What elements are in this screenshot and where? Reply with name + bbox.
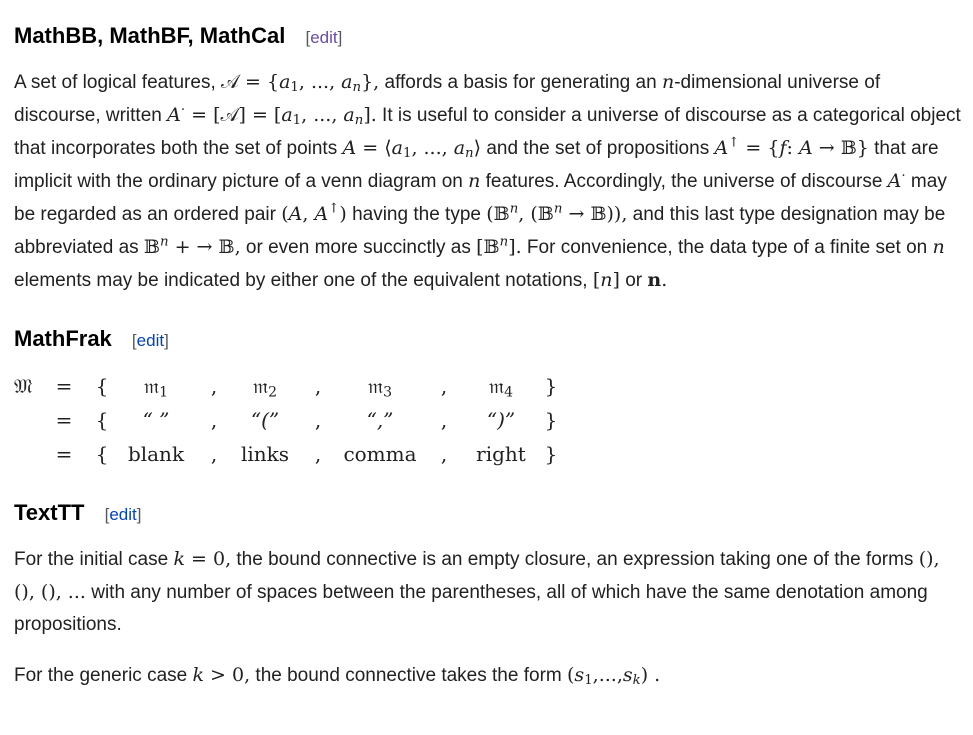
text-segment: affords a basis for generating an bbox=[379, 72, 662, 93]
text-segment: 1 bbox=[292, 113, 302, 129]
text-segment: A bbox=[798, 137, 813, 159]
equation-cell bbox=[342, 369, 418, 403]
text-segment: , bbox=[440, 442, 448, 466]
text-segment: 𝔹 bbox=[840, 137, 857, 159]
equation-cell bbox=[418, 437, 470, 471]
text-segment: For the initial case bbox=[14, 549, 174, 570]
text-segment: ↑ bbox=[328, 201, 340, 217]
text-segment: A bbox=[714, 137, 729, 159]
text-segment: 𝔪 bbox=[144, 374, 160, 398]
text-segment: 1 bbox=[402, 146, 412, 162]
section-title: MathFrak bbox=[14, 326, 112, 351]
text-segment: ↑ bbox=[728, 135, 740, 151]
text-segment: { bbox=[95, 408, 109, 432]
text-segment: 𝔪 bbox=[368, 374, 384, 398]
text-segment: ]. bbox=[363, 104, 377, 126]
text-segment: · bbox=[901, 168, 906, 184]
text-segment: , bbox=[314, 442, 322, 466]
text-segment: + → bbox=[168, 236, 219, 258]
text-segment: s bbox=[574, 664, 585, 686]
equation-cell bbox=[236, 437, 294, 471]
paragraph-initial-case bbox=[14, 543, 961, 641]
text-segment: For convenience, the data type of a finite set on bbox=[521, 237, 933, 258]
text-segment: = { bbox=[739, 137, 780, 159]
text-segment: 1 bbox=[290, 80, 299, 96]
text-segment: = ⟨ bbox=[356, 137, 392, 159]
text-segment: a bbox=[279, 71, 291, 93]
equation-cell bbox=[470, 403, 532, 437]
text-segment: a bbox=[391, 137, 403, 159]
text-segment: } bbox=[544, 442, 558, 466]
text-segment: ,..., bbox=[592, 664, 623, 686]
section-title: MathBB, MathBF, MathCal bbox=[14, 23, 286, 48]
edit-bracket-open: [ bbox=[131, 331, 137, 350]
text-segment: comma bbox=[343, 442, 417, 466]
equation-cell bbox=[44, 369, 84, 403]
equation-row bbox=[14, 403, 570, 437]
text-segment: n bbox=[553, 201, 563, 217]
text-segment: and this last type designation may be abbreviated as bbox=[14, 204, 946, 258]
text-segment: ] bbox=[612, 269, 620, 291]
equation-cell bbox=[192, 403, 236, 437]
text-segment: , bbox=[302, 203, 315, 225]
text-segment: n bbox=[465, 146, 474, 162]
text-segment: , bbox=[440, 408, 448, 432]
text-segment: 𝒜 bbox=[221, 71, 239, 93]
text-segment: 𝔹 bbox=[493, 203, 510, 225]
text-segment: , bbox=[440, 374, 448, 398]
text-segment: For the generic case bbox=[14, 665, 193, 686]
text-segment: ( bbox=[486, 203, 494, 225]
text-segment: ⟩ bbox=[473, 137, 482, 159]
section-heading bbox=[14, 499, 961, 529]
text-segment: a bbox=[341, 71, 353, 93]
text-segment: 3 bbox=[383, 384, 392, 401]
text-segment: 𝔹 bbox=[537, 203, 554, 225]
text-segment: A bbox=[288, 203, 303, 225]
edit-section bbox=[105, 505, 142, 524]
text-segment: , bbox=[210, 442, 218, 466]
edit-bracket-close: ] bbox=[337, 28, 343, 47]
text-segment: 𝔐 bbox=[14, 374, 33, 398]
text-segment: A bbox=[887, 170, 902, 192]
text-segment: the bound connective takes the form bbox=[250, 665, 567, 686]
text-segment: ( bbox=[281, 203, 289, 225]
text-segment: k bbox=[632, 673, 641, 689]
text-segment: n bbox=[647, 269, 662, 291]
text-segment: elements may be indicated by either one of the equivalent notations, bbox=[14, 270, 593, 291]
text-segment: = 0, bbox=[184, 548, 232, 570]
text-segment: [ bbox=[592, 269, 601, 291]
text-segment: { bbox=[95, 442, 109, 466]
text-segment: or bbox=[619, 270, 648, 291]
text-segment: the bound connective is an empty closure, an expression taking one of the forms bbox=[231, 549, 919, 570]
edit-section bbox=[132, 331, 169, 350]
equation-cell bbox=[418, 369, 470, 403]
text-segment: n bbox=[468, 170, 481, 192]
text-segment: ( bbox=[567, 664, 575, 686]
text-segment: ) . bbox=[640, 664, 661, 686]
edit-link[interactable]: edit bbox=[109, 505, 137, 524]
text-segment: may be regarded as an ordered pair bbox=[14, 171, 947, 225]
equation-cell bbox=[120, 437, 192, 471]
text-segment: → bbox=[812, 137, 841, 159]
mathfrak-equation bbox=[14, 369, 570, 471]
text-segment: right bbox=[476, 442, 526, 466]
text-segment: 𝒜 bbox=[220, 104, 239, 126]
edit-bracket-open: [ bbox=[305, 28, 311, 47]
equation-row bbox=[14, 369, 570, 403]
text-segment: 1 bbox=[159, 384, 168, 401]
edit-link[interactable]: edit bbox=[136, 331, 165, 350]
text-segment: = bbox=[55, 442, 73, 466]
text-segment: , ( bbox=[518, 203, 538, 225]
equation-cell bbox=[418, 403, 470, 437]
text-segment: 𝔹 bbox=[143, 236, 160, 258]
equation-cell bbox=[470, 369, 532, 403]
text-segment: }, bbox=[361, 71, 380, 93]
text-segment: “ ” bbox=[142, 408, 170, 432]
section-texttt bbox=[14, 499, 961, 692]
edit-section bbox=[305, 28, 342, 47]
text-segment: “,” bbox=[366, 408, 394, 432]
text-segment: 𝔹 bbox=[590, 203, 607, 225]
text-segment: } bbox=[544, 408, 558, 432]
equation-cell bbox=[14, 369, 44, 403]
equation-cell bbox=[342, 437, 418, 471]
equation-cell bbox=[84, 403, 120, 437]
text-segment: > 0, bbox=[204, 664, 251, 686]
text-segment: f bbox=[779, 137, 787, 159]
text-segment: · bbox=[180, 102, 186, 118]
text-segment: ]. bbox=[508, 236, 522, 258]
text-segment: “)” bbox=[486, 408, 516, 432]
text-segment: A set of logical features, bbox=[14, 72, 222, 93]
text-segment: , bbox=[234, 236, 241, 258]
text-segment: [ bbox=[476, 236, 484, 258]
text-segment: . bbox=[661, 269, 668, 291]
equation-cell bbox=[294, 369, 342, 403]
text-segment: a bbox=[453, 137, 466, 159]
text-segment: = bbox=[55, 374, 73, 398]
text-segment: features. Accordingly, the universe of discourse bbox=[480, 171, 888, 192]
text-segment: A bbox=[314, 203, 329, 225]
equation-cell bbox=[294, 437, 342, 471]
text-segment: , ..., bbox=[301, 104, 344, 126]
text-segment: { bbox=[95, 374, 109, 398]
text-segment: 4 bbox=[504, 384, 513, 401]
text-segment: n bbox=[600, 269, 613, 291]
text-segment: 𝔹 bbox=[483, 236, 500, 258]
equation-cell bbox=[532, 403, 570, 437]
text-segment: links bbox=[240, 442, 290, 466]
text-segment: or even more succinctly as bbox=[240, 237, 477, 258]
equation-cell bbox=[236, 369, 294, 403]
equation-cell bbox=[532, 369, 570, 403]
text-segment: : bbox=[786, 137, 799, 159]
text-segment: A bbox=[167, 104, 181, 126]
text-segment: 𝔪 bbox=[253, 374, 269, 398]
text-segment: It is useful to consider a universe of discourse as a categorical object that incorporates both the set of points bbox=[14, 105, 961, 159]
text-segment: = { bbox=[239, 71, 280, 93]
equation-cell bbox=[342, 403, 418, 437]
text-segment: a bbox=[281, 104, 293, 126]
equation-cell bbox=[84, 369, 120, 403]
equation-cell bbox=[14, 403, 44, 437]
section-heading bbox=[14, 325, 961, 355]
text-segment: , bbox=[210, 408, 218, 432]
text-segment: ] = [ bbox=[238, 104, 282, 126]
text-segment: blank bbox=[127, 442, 185, 466]
text-segment: (), (), (), ... bbox=[14, 548, 940, 603]
equation-cell bbox=[236, 403, 294, 437]
text-segment: 1 bbox=[584, 673, 593, 689]
edit-link[interactable]: edit bbox=[310, 28, 338, 47]
equation-cell bbox=[532, 437, 570, 471]
equation-cell bbox=[470, 437, 532, 471]
equation-cell bbox=[120, 369, 192, 403]
text-segment: n bbox=[932, 236, 945, 258]
text-segment: a bbox=[343, 104, 355, 126]
equation-cell bbox=[192, 369, 236, 403]
section-title: TextTT bbox=[14, 500, 85, 525]
text-segment: → bbox=[562, 203, 591, 225]
equation-row bbox=[14, 437, 570, 471]
text-segment: -dimensional universe of discourse, written bbox=[14, 72, 881, 126]
text-segment: and the set of propositions bbox=[481, 138, 715, 159]
equation-cell bbox=[294, 403, 342, 437]
edit-bracket-close: ] bbox=[164, 331, 169, 350]
section-mathbb-mathbf-mathcal bbox=[14, 22, 961, 297]
text-segment: k bbox=[192, 664, 204, 686]
text-segment: , bbox=[210, 374, 218, 398]
text-segment: = bbox=[55, 408, 73, 432]
text-segment: } bbox=[544, 374, 558, 398]
equation-cell bbox=[120, 403, 192, 437]
edit-bracket-open: [ bbox=[104, 505, 110, 524]
text-segment: , ..., bbox=[298, 71, 342, 93]
equation-cell bbox=[192, 437, 236, 471]
text-segment: k bbox=[173, 548, 185, 570]
text-segment: n bbox=[661, 71, 675, 93]
section-heading bbox=[14, 22, 961, 52]
text-segment: n bbox=[352, 80, 362, 96]
text-segment: n bbox=[159, 234, 169, 250]
text-segment: 2 bbox=[268, 384, 277, 401]
equation-cell bbox=[44, 403, 84, 437]
text-segment: = [ bbox=[185, 104, 221, 126]
equation-cell bbox=[14, 437, 44, 471]
text-segment: that are implicit with the ordinary picture of a venn diagram on bbox=[14, 138, 939, 192]
text-segment: , bbox=[314, 374, 322, 398]
text-segment: having the type bbox=[346, 204, 487, 225]
text-segment: 𝔪 bbox=[489, 374, 505, 398]
text-segment: n bbox=[499, 234, 509, 250]
text-segment: with any number of spaces between the parentheses, all of which have the same denotation among propositions. bbox=[14, 582, 928, 635]
edit-bracket-close: ] bbox=[136, 505, 142, 524]
text-segment: s bbox=[622, 664, 633, 686]
text-segment: ) bbox=[339, 203, 347, 225]
equation-cell bbox=[44, 437, 84, 471]
paragraph-generic-case bbox=[14, 659, 961, 692]
text-segment: , ..., bbox=[411, 137, 454, 159]
text-segment: n bbox=[354, 113, 364, 129]
text-segment: )), bbox=[606, 203, 628, 225]
equation-cell bbox=[84, 437, 120, 471]
article-content bbox=[14, 22, 961, 692]
text-segment: 𝔹 bbox=[218, 236, 235, 258]
text-segment: A bbox=[342, 137, 357, 159]
text-segment: , bbox=[314, 408, 322, 432]
paragraph-universe-of-discourse bbox=[14, 66, 961, 297]
text-segment: n bbox=[509, 201, 519, 217]
text-segment: } bbox=[856, 137, 869, 159]
section-mathfrak bbox=[14, 325, 961, 471]
text-segment: “(” bbox=[250, 408, 280, 432]
